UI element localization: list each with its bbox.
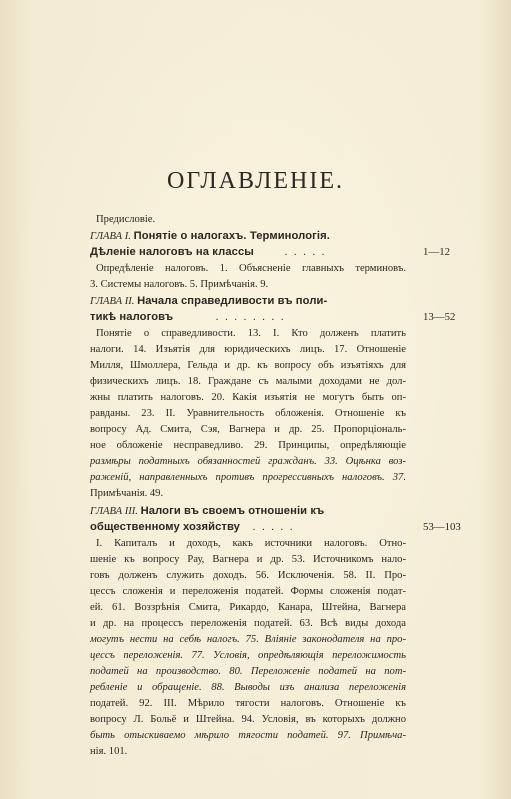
chapter-3-summary-line: податей. 92. III. Мѣрило тягости налоговъ. Отношеніе къ: [90, 698, 406, 709]
chapter-3-summary-line: и др. на процессъ переложенія податей. 63. Всѣ виды дохода: [90, 618, 406, 629]
chapter-3-summary-line: податей на производство. 80. Переложеніе податей на пот-: [90, 666, 406, 677]
chapter-3-summary-line: I. Капиталъ и доходъ, какъ источники налоговъ. Отно-: [96, 538, 406, 549]
chapter-2-summary-line: Примѣчанія. 49.: [90, 488, 164, 499]
chapter-1-summary-line: 3. Системы налоговъ. 5. Примѣчанія. 9.: [90, 279, 269, 290]
chapter-2-title-part-1: Начала справедливости въ поли-: [137, 295, 328, 307]
chapter-2-heading-line-2: [90, 309, 406, 327]
chapter-3-label: ГЛАВА III.: [90, 506, 138, 517]
chapter-3-title-part-1: Налоги въ своемъ отношеніи къ: [140, 505, 325, 517]
chapter-2-summary-line: жны платить налоговъ. 20. Какія изъятія не могутъ быть оп-: [90, 392, 406, 403]
chapter-3-summary-line: нія. 101.: [90, 746, 128, 757]
chapter-3-page-range: 53—103: [423, 521, 461, 533]
chapter-2-summary-line: раженій, направленныхъ противъ прогрессивныхъ налоговъ. 37.: [90, 472, 406, 483]
chapter-3-summary-line: говъ долженъ служить доходъ. 56. Исключенія. 58. II. Про-: [90, 570, 406, 581]
chapter-2-summary-line: размѣры податныхъ обязанностей гражданъ. 33. Оцѣнка воз-: [90, 456, 406, 467]
chapter-2-summary-line: физическихъ лицъ. 18. Граждане съ малыми доходами не дол-: [90, 376, 406, 387]
chapter-3-heading-line-1: [90, 503, 406, 521]
chapter-1-summary-line: Опредѣленіе налоговъ. 1. Объясненіе главныхъ терминовъ.: [96, 263, 406, 274]
chapter-3-summary-line: вопросу Л. Больё и Штейна. 94. Условія, въ которыхъ должно: [90, 714, 406, 725]
chapter-1-heading-line-2: [90, 244, 406, 262]
chapter-1-leader-dots: . . . . .: [284, 247, 327, 258]
chapter-2-summary-line: равданы. 23. II. Уравнительность обложенія. Отношеніе къ: [90, 408, 406, 419]
chapter-3-summary-line: цессъ сложенія и переложенія податей. Формы сложенія подат-: [90, 586, 406, 597]
chapter-3-summary-line: ребленіе и обращеніе. 88. Выводы изъ анализа переложенія: [90, 682, 406, 693]
chapter-2-summary-line: Милля, Шмоллера, Гельда и др. къ вопросу объ изъятіяхъ для: [90, 360, 406, 371]
chapter-1-label: ГЛАВА I.: [90, 231, 131, 242]
chapter-2-label: ГЛАВА II.: [90, 296, 135, 307]
page-title: ОГЛАВЛЕНІЕ.: [166, 168, 345, 194]
chapter-3-title-part-2: общественному хозяйству: [90, 521, 240, 533]
chapter-3-heading-line-2: [90, 519, 406, 537]
chapter-2-summary-line: налоги. 14. Изъятія для юридическихъ лицъ. 17. Отношеніе: [90, 344, 406, 355]
chapter-3-summary-line: шеніе къ вопросу Рау, Вагнера и др. 53. Источникомъ нало-: [90, 554, 406, 565]
chapter-3-summary-line: ей. 61. Воззрѣнія Смита, Рикардо, Канара, Штейна, Вагнера: [90, 602, 406, 613]
chapter-3-summary-line: цессъ переложенія. 77. Условія, опредѣляющія переложимость: [90, 650, 406, 661]
chapter-2-title-part-2: тикѣ налоговъ: [90, 311, 174, 323]
chapter-2-summary-line: вопросу Ад. Смита, Сэя, Вагнера и др. 25. Пропорціональ-: [90, 424, 406, 435]
chapter-1-heading-line-1: [90, 228, 406, 246]
chapter-1-title-part-1: Понятіе о налогахъ. Терминологія.: [133, 230, 330, 242]
chapter-3-summary-line: быть отыскиваемо мѣрило тягости податей. 97. Примѣча-: [90, 730, 406, 741]
chapter-3-summary-line: могутъ нести на себѣ налогъ. 75. Вліяніе законодателя на про-: [90, 634, 406, 645]
chapter-2-page-range: 13—52: [423, 311, 456, 323]
chapter-1-title-part-2: Дѣленіе налоговъ на классы: [90, 246, 254, 258]
chapter-2-leader-dots: . . . . . . . .: [215, 312, 286, 323]
preface-entry: Предисловіе.: [96, 214, 156, 225]
chapter-3-leader-dots: . . . . .: [252, 522, 295, 533]
chapter-2-summary-line: Понятіе о справедливости. 13. I. Кто долженъ платить: [96, 328, 406, 339]
chapter-2-heading-line-1: [90, 293, 406, 311]
chapter-2-summary-line: ное обложеніе несправедливо. 29. Принципы, опредѣляющіе: [90, 440, 406, 451]
chapter-1-page-range: 1—12: [423, 246, 450, 258]
